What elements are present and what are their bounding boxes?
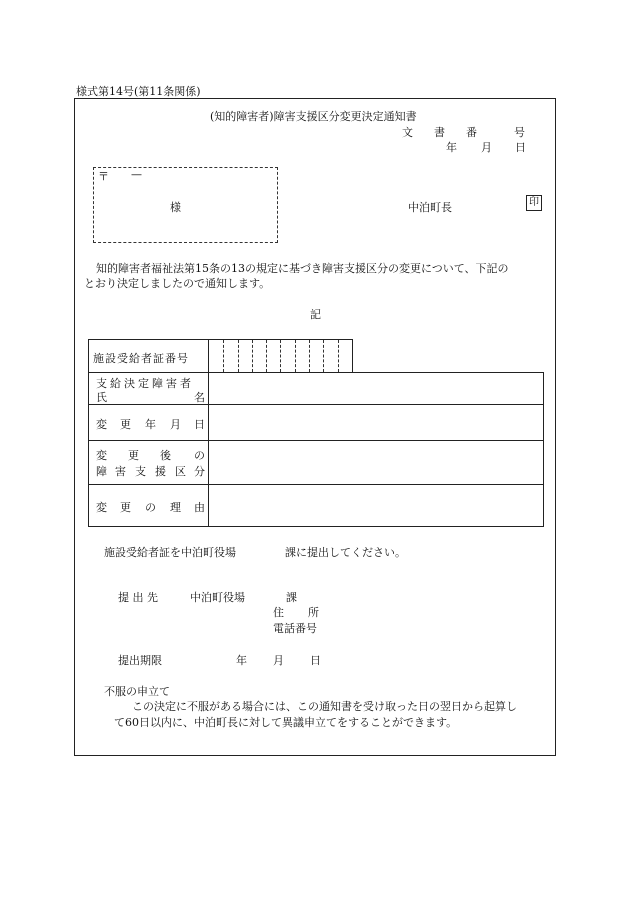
- label-after-change: 後: [160, 449, 171, 462]
- label-after-change: 更: [128, 449, 139, 462]
- table-border: [208, 339, 209, 526]
- digit-separator: [338, 340, 339, 372]
- objection-heading: 不服の申立て: [104, 685, 170, 698]
- digit-separator: [266, 340, 267, 372]
- doc-number-char: 番: [466, 126, 477, 139]
- table-border: [88, 372, 543, 373]
- deadline-month: 月: [273, 654, 284, 667]
- label-recipient-b1: 氏: [96, 391, 107, 404]
- digit-separator: [323, 340, 324, 372]
- deadline-year: 年: [236, 654, 247, 667]
- label-after-change: 変: [96, 449, 107, 462]
- table-border: [88, 526, 544, 527]
- doc-number-char: 号: [514, 126, 525, 139]
- submit-instruction-b: 課に提出してください。: [285, 546, 406, 559]
- table-border: [88, 339, 353, 340]
- label-support-class: 区: [175, 465, 186, 478]
- doc-number-char: 文: [402, 126, 413, 139]
- form-number: 様式第14号(第11条関係): [76, 85, 201, 98]
- label-support-class: 障: [96, 465, 107, 478]
- doc-number-char: 書: [434, 126, 445, 139]
- table-border: [88, 484, 543, 485]
- digit-separator: [309, 340, 310, 372]
- deadline-day: 日: [310, 654, 321, 667]
- submit-to-office: 中泊町役場: [190, 591, 245, 604]
- digit-separator: [238, 340, 239, 372]
- digit-separator: [223, 340, 224, 372]
- label-change-date: 更: [120, 418, 131, 431]
- ki-heading: 記: [310, 308, 321, 321]
- body-text-line-1: 知的障害者福祉法第15条の13の規定に基づき障害支援区分の変更について、下記の: [96, 262, 509, 275]
- date-day-label: 日: [515, 141, 526, 154]
- date-month-label: 月: [481, 141, 492, 154]
- label-change-date: 年: [145, 418, 156, 431]
- label-support-class: 支: [135, 465, 146, 478]
- label-support-class: 害: [115, 465, 126, 478]
- deadline-label: 提出期限: [118, 654, 162, 667]
- digit-separator: [295, 340, 296, 372]
- label-change-reason: の: [145, 501, 156, 514]
- table-border: [88, 404, 543, 405]
- digit-separator: [252, 340, 253, 372]
- label-change-reason: 変: [96, 501, 107, 514]
- label-recipient-b2: 名: [194, 391, 205, 404]
- body-text-line-2: とおり決定しましたので通知します。: [84, 277, 271, 290]
- postal-mark: 〒: [98, 170, 109, 183]
- label-change-date: 日: [194, 418, 205, 431]
- submit-to-ka: 課: [286, 591, 297, 604]
- table-border: [352, 339, 353, 372]
- objection-line-1: この決定に不服がある場合には、この通知書を受け取った日の翌日から起算し: [132, 700, 517, 713]
- label-recipient-a: 支給決定障害者: [96, 377, 194, 390]
- phone-label: 電話番号: [273, 622, 317, 635]
- recipient-address-box: [93, 167, 278, 243]
- postal-dash: —: [131, 168, 142, 181]
- label-change-reason: 由: [194, 501, 205, 514]
- label-change-reason: 理: [170, 501, 181, 514]
- label-certificate-number: 施設受給者証番号: [93, 352, 189, 365]
- label-support-class: 援: [155, 465, 166, 478]
- table-border: [88, 339, 89, 526]
- table-border: [88, 440, 543, 441]
- issuer: 中泊町長: [408, 201, 452, 214]
- submit-to-label: 提 出 先: [118, 591, 158, 604]
- label-change-date: 月: [170, 418, 181, 431]
- seal-mark: 印: [526, 195, 542, 211]
- label-change-date: 変: [96, 418, 107, 431]
- date-year-label: 年: [446, 141, 457, 154]
- address-label: 住: [273, 606, 284, 619]
- label-support-class: 分: [194, 465, 205, 478]
- label-after-change: の: [194, 449, 205, 462]
- digit-separator: [280, 340, 281, 372]
- label-change-reason: 更: [120, 501, 131, 514]
- table-border: [543, 372, 544, 526]
- document-title: (知的障害者)障害支援区分変更決定通知書: [210, 110, 417, 123]
- address-label: 所: [308, 606, 319, 619]
- objection-line-2: て60日以内に、中泊町長に対して異議申立てをすることができます。: [114, 716, 458, 729]
- recipient-suffix: 様: [170, 201, 181, 214]
- submit-instruction-a: 施設受給者証を中泊町役場: [104, 546, 236, 559]
